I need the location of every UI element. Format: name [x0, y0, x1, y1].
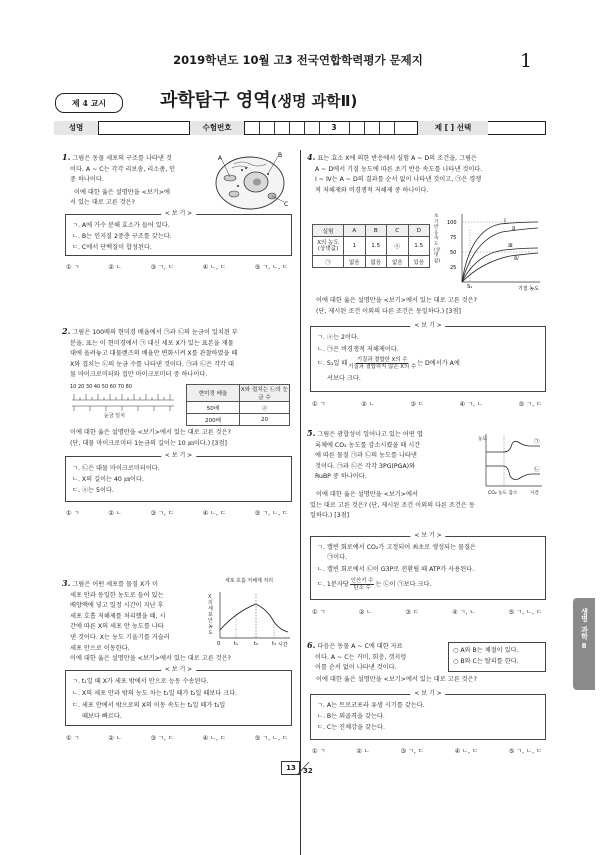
- q1-line: 중 하나이다.: [70, 176, 104, 184]
- page-counter: [281, 761, 321, 777]
- q4-table-cell: 없음: [344, 256, 366, 268]
- q4-table-header: B: [365, 225, 387, 237]
- name-field[interactable]: [99, 121, 189, 135]
- q5-prompt-line: 있는 대로 고른 것은? (단, 제시된 조건 이외의 다른 조건은 동: [310, 501, 475, 509]
- q1-bogi-box: [65, 210, 292, 256]
- q4-table-cell: 1.5: [408, 237, 430, 256]
- side-tab-line: 과학: [580, 626, 589, 640]
- q2-line: 그림은 100배의 현미경 배율에서 ㉠과 ㉡의 눈금이 일치된 부: [72, 329, 238, 336]
- page-number: 1: [520, 50, 533, 72]
- page-current: 13: [286, 764, 296, 772]
- q2-number: 2.: [62, 326, 71, 336]
- q6-choice[interactable]: ① ㄱ: [312, 748, 326, 755]
- q2-bogi-item: ㄴ. X의 길이는 40 ㎛이다.: [72, 476, 144, 483]
- q3-number: 3.: [62, 578, 71, 588]
- question-2: [62, 326, 294, 381]
- q6-data-item: ○ B와 C는 탈피를 한다.: [453, 658, 519, 665]
- q4-number: 4.: [307, 152, 316, 162]
- q4-table-cell: ㉠: [313, 256, 344, 268]
- question-5: [307, 428, 475, 483]
- q1-line: 그림은 동물 세포의 구조를 나타낸 것: [72, 155, 172, 162]
- exam-number-label: 수험번호: [189, 121, 245, 135]
- q5-choice[interactable]: ② ㄴ: [358, 609, 373, 616]
- q4-ytick: 50: [450, 250, 457, 256]
- q2-table-cell: 50배: [187, 402, 240, 414]
- q3-graph: [208, 578, 294, 650]
- q4-prompt: [316, 296, 546, 317]
- q4-ytick: 25: [450, 265, 457, 271]
- q5-line: 것이다. ㉠과 ㉡은 각각 3PG(PGA)와: [315, 462, 416, 470]
- q2-line: 물 마이크로미터와 접안 마이크로미터 중 하나이다.: [70, 371, 208, 379]
- q6-choices: [312, 746, 542, 755]
- q4-table-cell: 1: [344, 237, 366, 256]
- scale-numbers: 10 20 30 40 50 60 70 80: [70, 384, 133, 390]
- column-divider: [300, 150, 301, 855]
- animal-cell-figure: [212, 150, 292, 212]
- q3-line: 세포 호흡 저해제를 처리했을 때, 시: [70, 612, 166, 620]
- q4-bogi-label: < 보 기 >: [410, 321, 445, 331]
- q6-bogi-item: ㄴ. B는 외골격을 갖는다.: [317, 713, 385, 720]
- q5-choice[interactable]: ① ㄱ: [312, 609, 326, 616]
- choice-label: 제 [ ] 선택: [417, 121, 488, 135]
- q4-graph-xlabel: 기질 농도: [518, 286, 539, 292]
- q2-choice[interactable]: ③ ㄱ, ㄷ: [150, 510, 174, 517]
- q4-line: 표는 효소 X에 의한 반응에서 실험 A ~ D의 조건을, 그림은: [317, 155, 477, 162]
- q5-line: 록체에 CO₂ 농도를 감소시켰을 때 시간: [315, 441, 421, 449]
- q5-bogi-label: < 보 기 >: [410, 531, 445, 541]
- q6-line: 이다. A ~ C는 거미, 회충, 갯지렁: [315, 653, 407, 661]
- q2-line: 대에 올려놓고 대물렌즈의 배율만 변화시켜 X를 관찰하였을 때: [70, 350, 238, 358]
- q2-choice[interactable]: ⑤ ㄱ, ㄴ, ㄷ: [254, 510, 288, 517]
- q3-choice[interactable]: ② ㄴ: [108, 735, 122, 742]
- q5-prompt: [310, 490, 546, 522]
- q2-table-cell: 20: [240, 414, 290, 426]
- q5-choice[interactable]: ③ ㄷ: [405, 609, 419, 616]
- q1-bogi-item: ㄱ. A에 가수 분해 효소가 들어 있다.: [72, 222, 170, 229]
- q6-bogi-item: ㄷ. C는 진체강을 갖는다.: [317, 724, 385, 731]
- q6-bogi-box: [310, 690, 546, 740]
- q4-table-cell: 없음: [387, 256, 409, 268]
- q2-table-header: 현미경 배율: [187, 385, 240, 402]
- q1-choice[interactable]: ③ ㄱ, ㄷ: [150, 264, 174, 271]
- q3-choice[interactable]: ① ㄱ: [66, 735, 80, 742]
- q2-bogi-item: ㄷ. ⓐ는 5이다.: [72, 487, 114, 494]
- q4-table: [312, 224, 430, 268]
- cell-label-c: C: [284, 201, 289, 208]
- q5-bogi-item: [317, 578, 431, 592]
- q4-bogi3-fraction: [348, 357, 416, 371]
- q4-table-cell: 1.5: [365, 237, 387, 256]
- q4-ytick: 75: [450, 235, 457, 241]
- q3-bogi-item: ㄴ. X의 세포 안과 밖의 농도 차는 t₁일 때가 t₂일 때보다 크다.: [72, 690, 238, 697]
- q4-curve-label-3: Ⅲ: [508, 243, 513, 249]
- q6-prompt: 이에 대한 옳은 설명만을 <보기>에서 있는 대로 고른 것은?: [316, 676, 477, 683]
- q4-table-cell: X의 농도 (상댓값): [313, 237, 344, 256]
- q3-bogi-item: ㄱ. t₁일 때 X가 세포 밖에서 안으로 능동 수송된다.: [72, 678, 209, 685]
- q1-choices: [66, 262, 288, 271]
- q5-prompt-line: 이에 대한 옳은 설명만을 <보기>에서: [316, 491, 418, 498]
- q3-tick-1: t₁: [234, 641, 238, 647]
- q4-bogi-box: [310, 322, 546, 392]
- q2-line: X와 겹치는 ㉡의 눈금 수를 나타낸 것이다. ㉠과 ㉡은 각각 대: [70, 360, 234, 368]
- q5-choices: [312, 607, 542, 616]
- subject-main: 과학탐구 영역: [160, 90, 271, 111]
- q3-line: 세포 안과 동일한 농도로 들어 있는: [70, 591, 164, 599]
- subject-sub: (생명 과학Ⅱ): [270, 92, 358, 110]
- q1-choice[interactable]: ④ ㄴ, ㄷ: [202, 264, 226, 271]
- q5-graph-ylabel: 농도: [478, 437, 487, 442]
- q5-curve-label-2: ㉡: [534, 467, 540, 473]
- q5-curve-label-1: ㉠: [534, 439, 540, 445]
- q4-bogi3-post: 는 D에서가 A에: [417, 359, 460, 367]
- q4-bogi-item: ㄱ. ⓐ는 2이다.: [317, 334, 359, 341]
- q4-line: Ⅰ ~ Ⅳ는 A ~ D의 결과를 순서 없이 나타낸 것이고, ㉠은 경쟁: [315, 176, 482, 184]
- question-4: [307, 152, 545, 196]
- q6-choice[interactable]: ② ㄴ: [356, 748, 370, 755]
- q3-line: 배양액에 넣고 일정 시간이 지난 후: [70, 602, 164, 610]
- q3-line: 낸 것이다. X는 농도 기울기를 거슬러: [70, 633, 170, 641]
- q4-bogi-item: [317, 357, 460, 371]
- q5-bogi-item: ㉠이다.: [327, 554, 348, 561]
- q2-table: [186, 384, 290, 426]
- exam-title: 2019학년도 10월 고3 전국연합학력평가 문제지: [173, 53, 423, 67]
- q1-line: 서 있는 대로 고른 것은?: [70, 199, 135, 207]
- q2-line: 분을, 표는 이 현미경에서 ㉠ 대신 세포 X가 있는 표본을 재물: [70, 339, 234, 347]
- q1-bogi-item: ㄷ. C에서 단백질이 합성된다.: [72, 244, 152, 251]
- q6-data-item: ○ A와 B는 체절이 있다.: [453, 647, 519, 654]
- q4-choice[interactable]: ③ ㄷ: [410, 401, 424, 408]
- q2-choices: [66, 508, 288, 517]
- q3-line: 간에 따른 X의 세포 안 농도를 나타: [70, 623, 164, 631]
- q2-table-header: X와 겹치는 ㉡의 눈금 수: [240, 385, 290, 402]
- q4-table-header: D: [408, 225, 430, 237]
- q2-prompt-line: (단, 대물 마이크로미터 1눈금의 길이는 10 ㎛이다.) [3점]: [70, 439, 227, 447]
- q5-bogi-item: ㄴ. 캘빈 회로에서 ㉡이 G3P로 전환될 때 ATP가 사용된다.: [317, 566, 475, 573]
- q4-bogi-item: 서보다 크다.: [327, 375, 361, 382]
- q1-choice[interactable]: ② ㄴ: [108, 264, 122, 271]
- q4-choice[interactable]: ⑤ ㄱ, ㄷ: [518, 401, 542, 408]
- cell-label-a: A: [218, 155, 223, 162]
- q5-line: 그림은 광합성이 일어나고 있는 어떤 엽: [317, 431, 423, 438]
- q4-table-cell: 없음: [365, 256, 387, 268]
- q1-line: 이에 대한 옳은 설명만을 <보기>에: [74, 188, 170, 196]
- q2-bogi-item: ㄱ. ㉡은 대물 마이크로미터이다.: [72, 465, 160, 472]
- q3-prompt: 이에 대한 옳은 설명만을 <보기>에서 있는 대로 고른 것은?: [70, 655, 231, 662]
- q2-bogi-label: < 보 기 >: [161, 451, 196, 461]
- q5-prompt-line: 일하다.) [3점]: [310, 512, 350, 520]
- q3-graph-note: 세포 호흡 저해제 처리: [224, 578, 274, 584]
- q5-bogi-box: [310, 532, 546, 600]
- q5-bogi-item: ㄱ. 캘빈 회로에서 CO₂가 고정되어 최초로 생성되는 물질은: [317, 544, 476, 551]
- q5-bogi3-numerator: 인산기 수: [350, 578, 374, 584]
- q4-bogi3-pre: ㄷ. S₁일 때: [317, 359, 348, 367]
- q1-choice[interactable]: ⑤ ㄱ, ㄴ, ㄷ: [254, 264, 288, 271]
- q2-choice[interactable]: ① ㄱ: [66, 510, 80, 517]
- q5-bogi3-pre: ㄷ. 1분자당: [317, 580, 349, 588]
- q6-data-box: [448, 642, 546, 672]
- subject-title: [160, 86, 357, 112]
- name-label: 성명: [54, 121, 99, 135]
- period-badge: 제 4 교시: [55, 93, 123, 113]
- q5-graph-note: CO₂ 농도 감소: [488, 491, 518, 496]
- q4-ytick: 100: [447, 220, 457, 226]
- q5-bogi3-post: 는 ㉡이 ㉠보다 크다.: [375, 580, 432, 588]
- q4-graph-ylabel: 초기 반응 속도 (상댓값): [434, 214, 441, 264]
- side-tab-line: Ⅱ: [581, 642, 587, 650]
- q3-graph-xlabel: 시간: [278, 642, 288, 648]
- q4-line: 적 저해제와 비경쟁적 저해제 중 하나이다.: [315, 186, 429, 194]
- q3-choice[interactable]: ⑤ ㄱ, ㄴ, ㄷ: [254, 735, 288, 742]
- exam-number-boxes[interactable]: [244, 121, 404, 135]
- q1-line: 이다. A ~ C는 각각 리보솜, 리소좀, 인: [70, 165, 176, 173]
- q4-xtick: S₁: [467, 284, 473, 290]
- q6-number: 6.: [307, 640, 316, 650]
- q4-choice[interactable]: ④ ㄱ, ㄴ: [459, 401, 483, 408]
- q6-choice[interactable]: ④ ㄴ, ㄷ: [454, 748, 478, 755]
- q4-table-header: A: [344, 225, 366, 237]
- q5-bogi3-denominator: 탄소 수: [353, 585, 371, 592]
- subject-side-tab: [573, 598, 595, 690]
- q4-curve-label-1: Ⅰ: [504, 218, 506, 224]
- q4-table-header: C: [387, 225, 409, 237]
- q4-prompt-line: (단, 제시된 조건 이외의 다른 조건은 동일하다.) [3점]: [316, 307, 461, 315]
- q4-choice[interactable]: ② ㄴ: [361, 401, 375, 408]
- q4-graph: [434, 204, 546, 296]
- q4-line: A ~ D에서 기질 농도에 따른 초기 반응 속도를 나타낸 것이다.: [315, 165, 483, 173]
- page-total: 32: [303, 767, 313, 775]
- q4-curve-label-4: Ⅳ: [514, 256, 519, 262]
- scale-note: 눈금 일치: [104, 413, 125, 419]
- q5-choice[interactable]: ⑤ ㄱ, ㄴ, ㄷ: [508, 609, 542, 616]
- q4-table-header: 실험: [313, 225, 344, 237]
- q5-line: 에 따른 물질 ㉠과 ㉡의 농도를 나타낸: [315, 452, 417, 460]
- q3-tick-3: t₃: [272, 641, 276, 647]
- q5-bogi3-fraction: [350, 578, 375, 592]
- micrometer-scale: [70, 384, 178, 420]
- exam-number-digit: 3: [331, 123, 337, 132]
- q5-number: 5.: [307, 428, 316, 438]
- q6-choice[interactable]: ⑤ ㄱ, ㄴ, ㄷ: [508, 748, 542, 755]
- q3-choices: [66, 733, 288, 742]
- q2-prompt-line: 이에 대한 옳은 설명만을 <보기>에서 있는 대로 고른 것은?: [70, 429, 231, 436]
- q3-bogi-box: [65, 666, 292, 726]
- q3-bogi-item: ㄷ. 세포 안에서 밖으로의 X의 이동 속도는 t₂일 때가 t₃일: [72, 702, 226, 709]
- q4-prompt-line: 이에 대한 옳은 설명만을 <보기>에서 있는 대로 고른 것은?: [316, 297, 477, 304]
- side-tab-line: 생명: [580, 608, 589, 622]
- q6-line: 다음은 동물 A ~ C에 대한 자료: [317, 643, 403, 650]
- q3-graph-ylabel: X의 세포 안 농도: [208, 594, 213, 636]
- q1-number: 1.: [62, 152, 71, 162]
- q2-table-cell: 200배: [187, 414, 240, 426]
- q2-choice[interactable]: ② ㄴ: [108, 510, 122, 517]
- q1-bogi-item: ㄴ. B는 인지질 2중층 구조를 갖는다.: [72, 233, 172, 240]
- q3-tick-0: 0: [217, 641, 221, 647]
- q5-line: RuBP 중 하나이다.: [315, 473, 367, 481]
- q4-bogi-item: ㄴ. ㉠은 비경쟁적 저해제이다.: [317, 346, 399, 353]
- q6-choice[interactable]: ③ ㄱ, ㄷ: [400, 748, 424, 755]
- q4-table-cell: ⓐ: [387, 237, 409, 256]
- q3-choice[interactable]: ③ ㄱ, ㄷ: [150, 735, 174, 742]
- q5-graph-xlabel: 시간: [530, 491, 539, 496]
- q3-bogi-item: 때보다 빠르다.: [82, 713, 122, 720]
- q2-prompt: [70, 428, 296, 449]
- q2-bogi-box: [65, 452, 292, 502]
- q1-bogi-label: < 보 기 >: [161, 209, 196, 219]
- cell-label-b: B: [278, 152, 283, 159]
- q6-bogi-item: ㄱ. A는 트로코포라 유생 시기를 갖는다.: [317, 702, 425, 709]
- q6-line: 이를 순서 없이 나타낸 것이다.: [315, 664, 397, 672]
- q4-bogi3-numerator: 기질과 결합한 X의 수: [356, 357, 408, 363]
- q2-table-cell: ⓐ: [240, 402, 290, 414]
- question-3: [62, 578, 202, 654]
- q3-line: 세포 안으로 이동한다.: [70, 644, 130, 652]
- q2-choice[interactable]: ④ ㄴ, ㄷ: [202, 510, 226, 517]
- q3-line: 그림은 어떤 세포를 물질 X가 이: [72, 581, 159, 588]
- q4-bogi3-denominator: 기질과 결합하지 않은 X의 수: [348, 364, 417, 371]
- q4-choices: [312, 399, 542, 408]
- q4-table-cell: 있음: [408, 256, 430, 268]
- q3-tick-2: t₂: [254, 641, 258, 647]
- q1-choice[interactable]: ① ㄱ: [66, 264, 80, 271]
- q5-choice[interactable]: ④ ㄱ, ㄴ: [452, 609, 476, 616]
- q3-bogi-label: < 보 기 >: [161, 665, 196, 675]
- q3-choice[interactable]: ④ ㄴ, ㄷ: [202, 735, 226, 742]
- q6-bogi-label: < 보 기 >: [410, 689, 445, 699]
- question-6: [307, 640, 439, 674]
- q4-choice[interactable]: ① ㄱ: [312, 401, 326, 408]
- q4-curve-label-2: Ⅱ: [512, 226, 516, 232]
